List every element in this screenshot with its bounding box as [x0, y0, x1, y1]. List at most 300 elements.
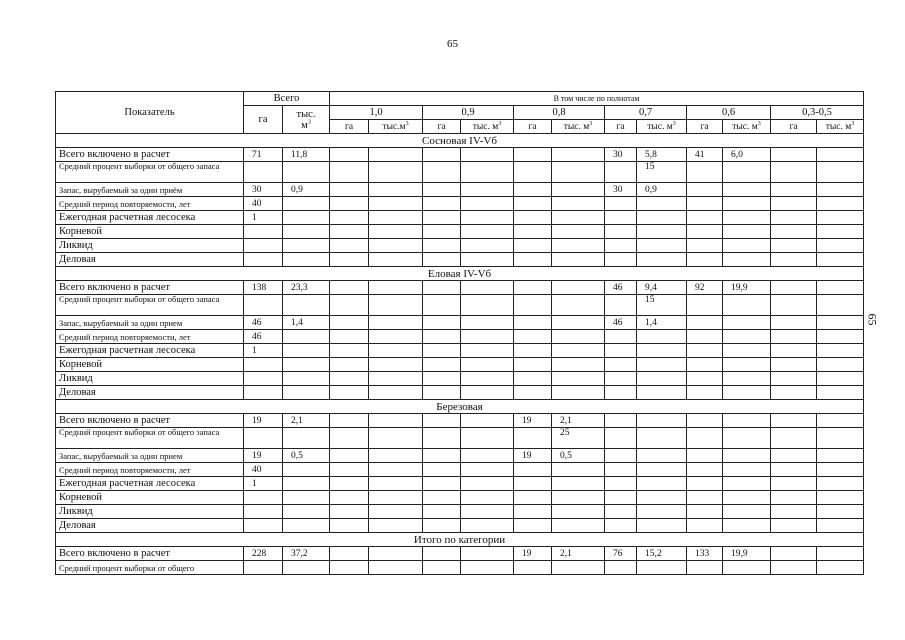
table-cell [723, 358, 771, 372]
table-cell [461, 491, 514, 505]
table-cell: 37,2 [283, 547, 330, 561]
row-label: Средний процент выборки от общего запаса [56, 162, 244, 183]
table-cell [687, 183, 723, 197]
row-label: Деловая [56, 253, 244, 267]
table-cell [330, 477, 369, 491]
header-total-ha: га [244, 106, 283, 134]
table-cell: 138 [244, 281, 283, 295]
table-row [56, 491, 864, 505]
table-cell [461, 414, 514, 428]
table-cell: 9,4 [637, 281, 687, 295]
table-cell [552, 505, 605, 519]
table-cell [723, 183, 771, 197]
table-cell: 40 [244, 463, 283, 477]
table-cell [605, 414, 637, 428]
table-cell [423, 316, 461, 330]
table-cell [637, 253, 687, 267]
table-cell [637, 358, 687, 372]
table-cell [514, 428, 552, 449]
table-cell [723, 428, 771, 449]
header-density-group: 0,9 [423, 106, 514, 120]
table-row [56, 344, 864, 358]
table-cell [771, 316, 817, 330]
table-cell [461, 386, 514, 400]
table-cell [605, 372, 637, 386]
table-cell [330, 449, 369, 463]
table-cell [514, 197, 552, 211]
table-cell [817, 316, 864, 330]
table-cell [514, 211, 552, 225]
table-row [56, 561, 864, 575]
table-cell [771, 491, 817, 505]
table-cell [605, 344, 637, 358]
table-cell [817, 463, 864, 477]
table-cell: 0,9 [283, 183, 330, 197]
table-cell: 41 [687, 148, 723, 162]
row-label: Деловая [56, 386, 244, 400]
table-cell: 5,8 [637, 148, 687, 162]
table-cell [369, 330, 423, 344]
table-cell [244, 428, 283, 449]
table-cell [283, 162, 330, 183]
table-cell [283, 491, 330, 505]
table-cell [461, 358, 514, 372]
table-cell [330, 316, 369, 330]
table-cell [817, 239, 864, 253]
table-cell [514, 491, 552, 505]
table-cell [244, 372, 283, 386]
table-cell [723, 449, 771, 463]
table-cell [723, 414, 771, 428]
table-cell [687, 491, 723, 505]
table-cell [283, 477, 330, 491]
table-cell [552, 561, 605, 575]
table-cell: 19,9 [723, 281, 771, 295]
table-cell [330, 253, 369, 267]
table-cell [369, 344, 423, 358]
table-row [56, 477, 864, 491]
table-cell [514, 463, 552, 477]
table-cell [552, 197, 605, 211]
table-cell [330, 330, 369, 344]
table-cell: 23,3 [283, 281, 330, 295]
header-indicator: Показатель [56, 92, 244, 134]
row-label: Ежегодная расчетная лесосека [56, 211, 244, 225]
table-cell: 19 [514, 449, 552, 463]
table-row [56, 449, 864, 463]
table-row [56, 253, 864, 267]
table-cell [637, 449, 687, 463]
section-header-row [56, 134, 864, 148]
table-cell [637, 414, 687, 428]
table-cell [514, 148, 552, 162]
table-cell [461, 561, 514, 575]
table-cell: 25 [552, 428, 605, 449]
table-cell [771, 428, 817, 449]
table-cell [817, 372, 864, 386]
table-cell [330, 344, 369, 358]
row-label: Корневой [56, 358, 244, 372]
table-cell [244, 561, 283, 575]
table-cell: 46 [244, 316, 283, 330]
table-cell [330, 519, 369, 533]
table-cell: 76 [605, 547, 637, 561]
table-cell [369, 428, 423, 449]
table-cell [687, 519, 723, 533]
table-cell [244, 491, 283, 505]
table-cell [461, 162, 514, 183]
row-label: Ликвид [56, 505, 244, 519]
table-cell [723, 561, 771, 575]
table-cell [330, 372, 369, 386]
table-cell [637, 477, 687, 491]
table-cell: 30 [244, 183, 283, 197]
table-cell [369, 281, 423, 295]
table-cell [687, 253, 723, 267]
table-cell: 1,4 [637, 316, 687, 330]
table-cell [687, 449, 723, 463]
table-cell [723, 372, 771, 386]
table-cell [687, 386, 723, 400]
table-cell [771, 463, 817, 477]
table-cell: 1,4 [283, 316, 330, 330]
table-cell [637, 239, 687, 253]
header-total: Всего [244, 92, 330, 106]
row-label: Всего включено в расчет [56, 547, 244, 561]
table-cell [637, 505, 687, 519]
table-cell [369, 295, 423, 316]
table-cell [723, 519, 771, 533]
table-cell [330, 211, 369, 225]
table-cell [817, 505, 864, 519]
table-row [56, 547, 864, 561]
table-cell [687, 330, 723, 344]
table-cell [330, 414, 369, 428]
row-label: Средний процент выборки от общего запаса [56, 428, 244, 449]
table-cell [514, 505, 552, 519]
row-label: Корневой [56, 491, 244, 505]
page-number: 65 [447, 38, 458, 50]
table-cell [817, 183, 864, 197]
table-cell [552, 211, 605, 225]
row-label: Всего включено в расчет [56, 148, 244, 162]
table-cell: 19 [514, 414, 552, 428]
table-cell [552, 253, 605, 267]
row-label: Деловая [56, 519, 244, 533]
table-cell [330, 162, 369, 183]
table-cell [723, 211, 771, 225]
header-density-group: 0,6 [687, 106, 771, 120]
table-cell [637, 330, 687, 344]
table-cell [423, 386, 461, 400]
table-cell [817, 561, 864, 575]
row-label: Средний процент выборки от общего [56, 561, 244, 575]
table-cell [771, 253, 817, 267]
header-sub-volume: тыс. $м^3$ [817, 120, 864, 134]
table-cell [369, 316, 423, 330]
row-label: Средний период повторяемости, лет [56, 330, 244, 344]
table-cell [817, 197, 864, 211]
table-cell [605, 477, 637, 491]
table-cell [771, 197, 817, 211]
header-density-group: 0,8 [514, 106, 605, 120]
table-cell [771, 547, 817, 561]
header-total-volume-unit: тыс. [296, 108, 316, 120]
table-cell [637, 372, 687, 386]
table-cell [423, 239, 461, 253]
table-cell [771, 183, 817, 197]
table-cell [687, 428, 723, 449]
header-sub-ha: га [330, 120, 369, 134]
table-cell [514, 519, 552, 533]
table-cell [817, 225, 864, 239]
table-cell [283, 372, 330, 386]
table-cell [330, 386, 369, 400]
table-row [56, 183, 864, 197]
table-cell: 92 [687, 281, 723, 295]
table-cell [423, 414, 461, 428]
table-row [56, 428, 864, 449]
header-sub-ha: га [605, 120, 637, 134]
table-cell [605, 386, 637, 400]
table-cell [514, 477, 552, 491]
table-cell [552, 386, 605, 400]
table-cell [605, 561, 637, 575]
table-cell [817, 449, 864, 463]
table-cell [687, 162, 723, 183]
table-cell [369, 183, 423, 197]
table-cell [423, 428, 461, 449]
table-cell [330, 281, 369, 295]
table-row [56, 358, 864, 372]
header-density-group: 0,7 [605, 106, 687, 120]
table-cell [330, 561, 369, 575]
table-cell [244, 505, 283, 519]
table-cell [423, 197, 461, 211]
table-cell [369, 505, 423, 519]
table-cell [283, 197, 330, 211]
table-cell: 19 [244, 449, 283, 463]
table-cell [552, 372, 605, 386]
header-density-group: 1,0 [330, 106, 423, 120]
table-cell [771, 561, 817, 575]
table-cell [283, 386, 330, 400]
row-label: Ежегодная расчетная лесосека [56, 477, 244, 491]
table-cell [723, 330, 771, 344]
row-label: Средний период повторяемости, лет [56, 197, 244, 211]
table-cell: 6,0 [723, 148, 771, 162]
table-cell [637, 386, 687, 400]
table-cell [605, 491, 637, 505]
table-cell [283, 330, 330, 344]
table-cell [461, 239, 514, 253]
table-cell [687, 197, 723, 211]
table-cell [514, 162, 552, 183]
table-cell [423, 561, 461, 575]
table-cell [552, 477, 605, 491]
table-cell: 1 [244, 344, 283, 358]
table-cell [369, 253, 423, 267]
table-cell [771, 225, 817, 239]
table-cell [552, 330, 605, 344]
header-density-group: 0,3-0,5 [771, 106, 864, 120]
table-cell [605, 519, 637, 533]
table-cell [423, 253, 461, 267]
table-cell [723, 477, 771, 491]
table-cell [461, 547, 514, 561]
row-label: Запас, вырубаемый за один прием [56, 316, 244, 330]
table-cell [369, 477, 423, 491]
table-cell [330, 463, 369, 477]
table-cell [244, 162, 283, 183]
table-cell [423, 449, 461, 463]
table-cell: 40 [244, 197, 283, 211]
table-cell [244, 239, 283, 253]
header-sub-volume-sup: 3 [672, 120, 676, 127]
row-label: Ликвид [56, 372, 244, 386]
table-cell [283, 253, 330, 267]
table-cell [283, 505, 330, 519]
table-cell [369, 148, 423, 162]
table-cell: 46 [605, 316, 637, 330]
row-label: Запас, вырубаемый за один приём [56, 183, 244, 197]
section-header-row [56, 533, 864, 547]
table-cell [514, 358, 552, 372]
table-cell [817, 330, 864, 344]
table-cell [771, 295, 817, 316]
table-cell [514, 561, 552, 575]
table-cell [637, 463, 687, 477]
table-cell [687, 414, 723, 428]
row-label: Средний процент выборки от общего запаса [56, 295, 244, 316]
table-row [56, 239, 864, 253]
table-cell: 1 [244, 477, 283, 491]
table-cell [605, 505, 637, 519]
table-cell [369, 519, 423, 533]
table-cell [687, 239, 723, 253]
table-cell [283, 358, 330, 372]
header-sub-volume: тыс. $м^3$ [637, 120, 687, 134]
table-cell [552, 463, 605, 477]
table-cell [771, 386, 817, 400]
table-cell [552, 358, 605, 372]
table-cell [605, 295, 637, 316]
table-cell: 46 [605, 281, 637, 295]
table-cell [423, 295, 461, 316]
table-cell [605, 253, 637, 267]
table-cell [771, 358, 817, 372]
table-cell [552, 183, 605, 197]
table-cell [423, 505, 461, 519]
row-label: Ежегодная расчетная лесосека [56, 344, 244, 358]
table-cell [369, 449, 423, 463]
table-cell [330, 197, 369, 211]
table-cell [330, 428, 369, 449]
table-row [56, 162, 864, 183]
table-cell [771, 519, 817, 533]
section-title: Итого по категории [56, 533, 864, 547]
table-cell [423, 463, 461, 477]
table-row [56, 414, 864, 428]
table-cell [514, 253, 552, 267]
table-cell [771, 162, 817, 183]
header-sub-volume: тыс. $м^3$ [552, 120, 605, 134]
table-cell [330, 239, 369, 253]
table-cell [461, 281, 514, 295]
table-cell [461, 183, 514, 197]
header-sub-volume-sup: 3 [589, 120, 593, 127]
header-sub-volume: тыс. $м^3$ [723, 120, 771, 134]
table-cell [461, 344, 514, 358]
forest-cutting-table [55, 91, 864, 575]
table-cell [552, 344, 605, 358]
table-cell [552, 316, 605, 330]
table-cell [637, 197, 687, 211]
table-cell [723, 239, 771, 253]
table-cell [637, 211, 687, 225]
table-row [56, 505, 864, 519]
table-cell [552, 519, 605, 533]
table-cell [461, 197, 514, 211]
table-cell: 0,5 [552, 449, 605, 463]
table-row [56, 386, 864, 400]
table-cell [723, 505, 771, 519]
table-cell [244, 386, 283, 400]
table-cell [771, 239, 817, 253]
header-sub-ha: га [514, 120, 552, 134]
row-label: Корневой [56, 225, 244, 239]
table-cell [771, 372, 817, 386]
table-cell: 133 [687, 547, 723, 561]
table-cell [423, 358, 461, 372]
table-cell [817, 428, 864, 449]
table-cell [771, 344, 817, 358]
table-cell [244, 253, 283, 267]
table-cell [687, 225, 723, 239]
table-cell [817, 547, 864, 561]
table-cell [687, 316, 723, 330]
table-cell [461, 505, 514, 519]
table-cell [330, 148, 369, 162]
table-cell [687, 372, 723, 386]
table-cell [637, 344, 687, 358]
header-sub-volume-sup: 3 [851, 120, 855, 127]
header-total-volume [283, 106, 330, 134]
table-cell [369, 225, 423, 239]
table-row [56, 281, 864, 295]
table-cell: 30 [605, 148, 637, 162]
row-label: Средний период повторяемости, лет [56, 463, 244, 477]
table-cell [637, 561, 687, 575]
table-cell [423, 372, 461, 386]
table-cell [369, 561, 423, 575]
table-cell: 19 [244, 414, 283, 428]
table-cell [817, 358, 864, 372]
table-cell [605, 428, 637, 449]
table-cell: 2,1 [552, 414, 605, 428]
table-cell [637, 428, 687, 449]
table-cell [687, 505, 723, 519]
table-cell [461, 295, 514, 316]
table-cell [369, 197, 423, 211]
table-cell [552, 239, 605, 253]
row-label: Ликвид [56, 239, 244, 253]
table-row [56, 148, 864, 162]
header-total-volume-sup: 3 [307, 119, 311, 125]
table-cell [723, 344, 771, 358]
table-cell [723, 491, 771, 505]
table-cell: 228 [244, 547, 283, 561]
